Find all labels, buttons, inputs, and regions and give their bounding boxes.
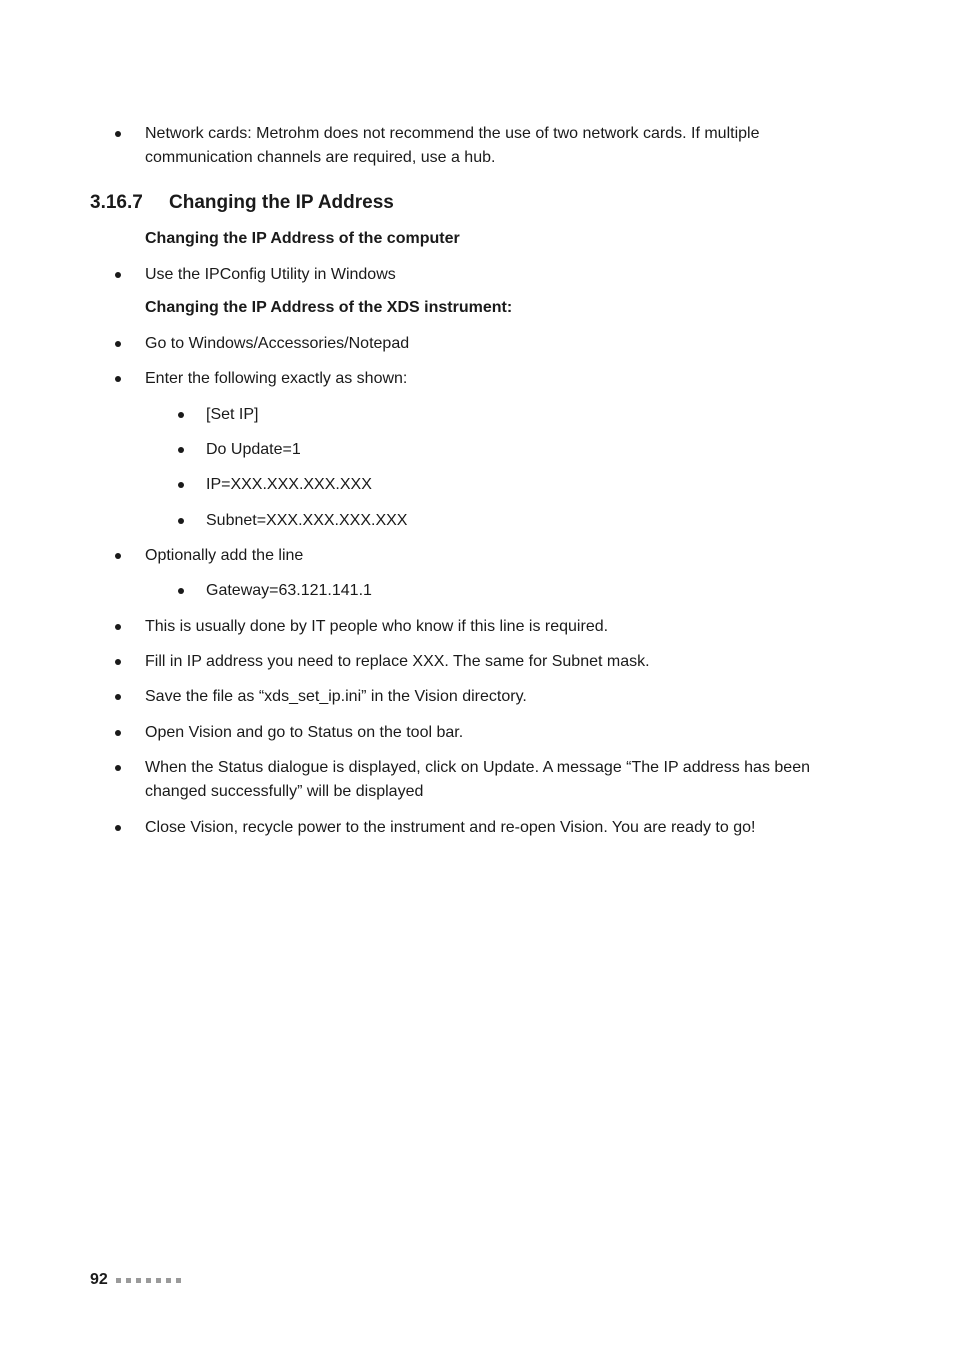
intro-line-2: communication channels are required, use a hub. xyxy=(145,149,496,166)
bullet-dot xyxy=(115,694,121,700)
instrument-step-7: Open Vision and go to Status on the tool bar. xyxy=(145,724,464,741)
bullet-dot xyxy=(115,730,121,736)
bullet-dot xyxy=(115,825,121,831)
computer-item: Use the IPConfig Utility in Windows xyxy=(145,266,396,283)
instrument-step-6: Save the file as “xds_set_ip.ini” in the Vision directory. xyxy=(145,688,527,705)
sub-bullet-dot xyxy=(178,588,184,594)
bullet-dot xyxy=(115,765,121,771)
footer-dot xyxy=(136,1278,141,1283)
bullet-dot xyxy=(115,341,121,347)
bullet-dot xyxy=(115,131,121,137)
page-number: 92 xyxy=(90,1271,108,1288)
footer-dot xyxy=(156,1278,161,1283)
instrument-subheading: Changing the IP Address of the XDS instrument: xyxy=(145,299,513,316)
sub-item-subnet: Subnet=XXX.XXX.XXX.XXX xyxy=(206,512,408,529)
sub-item-gateway: Gateway=63.121.141.1 xyxy=(206,582,372,599)
footer-dot xyxy=(116,1278,121,1283)
instrument-step-3: Optionally add the line xyxy=(145,547,304,564)
footer-dots xyxy=(116,1278,181,1283)
sub-item-ip: IP=XXX.XXX.XXX.XXX xyxy=(206,476,372,493)
bullet-dot xyxy=(115,624,121,630)
footer-dot xyxy=(166,1278,171,1283)
intro-line-1: Network cards: Metrohm does not recommend the use of two network cards. If multiple xyxy=(145,125,760,142)
section-number: 3.16.7 xyxy=(90,192,143,213)
bullet-dot xyxy=(115,272,121,278)
sub-item-do-update: Do Update=1 xyxy=(206,441,301,458)
section-title: Changing the IP Address xyxy=(169,192,394,213)
bullet-dot xyxy=(115,659,121,665)
section-heading xyxy=(90,191,394,215)
instrument-step-9: Close Vision, recycle power to the instrument and re-open Vision. You are ready to go! xyxy=(145,819,756,836)
instrument-step-8-line-1: When the Status dialogue is displayed, click on Update. A message “The IP address has been xyxy=(145,759,810,776)
footer-dot xyxy=(176,1278,181,1283)
sub-bullet-dot xyxy=(178,482,184,488)
instrument-step-4: This is usually done by IT people who know if this line is required. xyxy=(145,618,609,635)
page-footer xyxy=(90,1268,181,1292)
sub-bullet-dot xyxy=(178,447,184,453)
instrument-step-8-line-2: changed successfully” will be displayed xyxy=(145,783,424,800)
footer-dot xyxy=(126,1278,131,1283)
sub-bullet-dot xyxy=(178,412,184,418)
bullet-dot xyxy=(115,376,121,382)
sub-item-set-ip: [Set IP] xyxy=(206,406,259,423)
sub-bullet-dot xyxy=(178,518,184,524)
instrument-step-2: Enter the following exactly as shown: xyxy=(145,370,408,387)
instrument-step-5: Fill in IP address you need to replace XXX. The same for Subnet mask. xyxy=(145,653,650,670)
footer-dot xyxy=(146,1278,151,1283)
instrument-step-1: Go to Windows/Accessories/Notepad xyxy=(145,335,410,352)
computer-subheading: Changing the IP Address of the computer xyxy=(145,230,460,247)
bullet-dot xyxy=(115,553,121,559)
